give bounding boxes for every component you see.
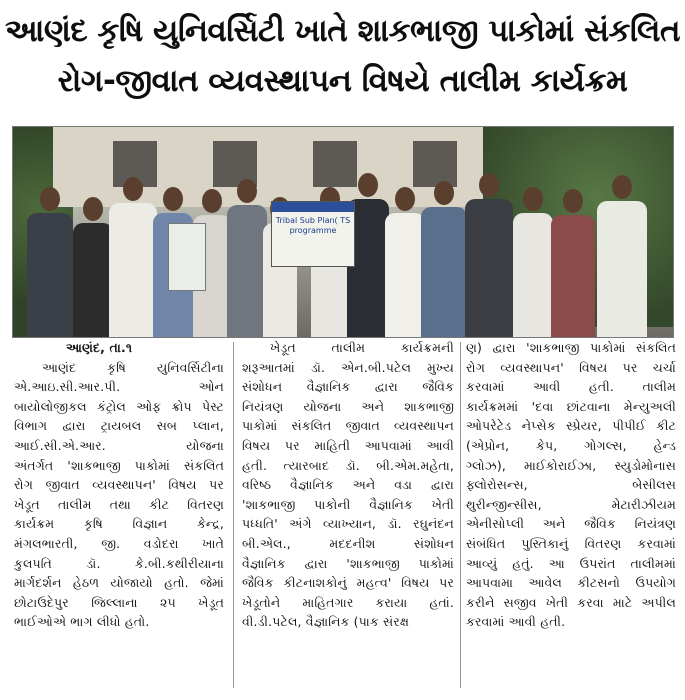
article-line: કાર્યક્રમ કૃષિ વિજ્ઞાન કેન્દ્ર, [14, 516, 224, 532]
article-body [14, 338, 674, 693]
article-column-1 [14, 338, 224, 693]
article-line: આવ્યું હતું. આ ઉપરાંત તાલીમમાં [466, 555, 676, 571]
article-line: બાયોલોજીકલ કંટ્રોલ ઓફ ક્રોપ પેસ્ટ [14, 398, 224, 414]
article-line: ભાઈઓએ ભાગ લીધો હતો. [14, 614, 150, 630]
article-line: પાકોમાં સંકલિત જીવાત વ્યવસ્થાપન [242, 418, 454, 434]
article-line: છોટાઉદેપુર જિલ્લાના ૨૫ ખેડૂત [14, 594, 224, 610]
article-line: વિષય પર માહિતી આપવામાં આવી [242, 437, 454, 453]
article-line: કરવામાં આવી હતી. [466, 614, 566, 630]
article-line: આઈ.સી.એ.આર. યોજના [14, 437, 224, 453]
article-line: માર્ગદર્શન હેઠળ યોજાયો હતો. જેમાં [14, 575, 224, 591]
article-line: આણંદ કૃષિ યુનિવર્સિટીના [42, 359, 224, 375]
column-divider [233, 342, 234, 688]
article-line: થુરીન્જીન્સીસ, મેટારીઝીયમ [466, 496, 676, 512]
headline-line-2: રોગ-જીવાત વ્યવસ્થાપન વિષયે તાલીમ કાર્યક્રમ [57, 63, 628, 99]
article-line: ણ) દ્વારા 'શાકભાજી પાકોમાં સંકલિત [466, 340, 676, 355]
article-line: શરૂઆતમાં ડૉ. એન.બી.પટેલ મુખ્ય [242, 359, 454, 375]
event-banner [271, 201, 355, 267]
article-line: કરીને સજીવ ખેતી કરવા માટે અપીલ [466, 594, 676, 610]
banner-line-2: programme [289, 226, 337, 235]
article-line: કુલપતિ ડૉ. કે.બી.કથીરીયાના [14, 555, 224, 571]
article-line: ગ્લોઝ), માઈકોરાઈઝા, સ્યુડોમોનાસ [466, 457, 676, 473]
group-photo [12, 126, 674, 338]
headline [0, 6, 685, 106]
article-line: હતી. ત્યારબાદ ડૉ. બી.એમ.મહેતા, [242, 457, 454, 473]
headline-line-1: આણંદ કૃષિ યુનિવર્સિટી ખાતે શાકભાજી પાકોમાં સંકલિત [4, 13, 681, 49]
article-line: રોગ વ્યવસ્થાપન' વિષય પર ચર્ચા [466, 359, 676, 375]
article-line: (એપ્રોન, કેપ, ગોગલ્સ, હેન્ડ [466, 437, 676, 453]
article-line: ખેડૂત તાલીમ તથા કીટ વિતરણ [14, 496, 224, 512]
article-line: નિયંત્રણ યોજના અને શાકભાજી [242, 398, 454, 414]
article-line: ઓપરેટેડ નેપ્સેક સ્પ્રેયર, પીપીઈ કીટ [466, 418, 676, 434]
article-line: વરિષ્ઠ વૈજ્ઞાનિક અને વડા દ્વારા [242, 477, 454, 493]
article-line: બી.એલ., મદદનીશ સંશોધન [242, 535, 454, 551]
article-line: અંતર્ગત 'શાકભાજી પાકોમાં સંકલિત [14, 457, 224, 473]
article-line: એ.આઇ.સી.આર.પી. ઓન [14, 379, 224, 395]
article-line: રોગ જીવાત વ્યવસ્થાપન' વિષય પર [14, 477, 224, 493]
article-line: વી.ડી.પટેલ, વૈજ્ઞાનિક (પાક સંરક્ષ [242, 614, 410, 630]
article-line: કાર્યક્રમમાં 'દવા છાંટવાના મેન્યુઅલી [466, 398, 676, 414]
article-line: ફ્લોરોસન્સ, બેસીલસ [466, 477, 676, 493]
article-line: આણંદ, તા.૧ [66, 340, 133, 355]
handheld-poster [168, 223, 206, 291]
article-line: સંશોધન વૈજ્ઞાનિક દ્વારા જૈવિક [242, 379, 454, 395]
article-line: જૈવિક કીટનાશકોનું મહત્વ' વિષય પર [242, 575, 454, 591]
article-line: આપવામા આવેલ કીટસનો ઉપયોગ [466, 575, 676, 591]
article-line: કરવામાં આવી હતી. તાલીમ [466, 379, 676, 395]
article-line: ખેડૂતોને માહિતગાર કરાયા હતાં. [242, 594, 454, 610]
banner-line-1: Tribal Sub Plan( TS [275, 216, 351, 225]
article-line: વિભાગ દ્વારા ટ્રાયબલ સબ પ્લાન, [14, 418, 224, 434]
article-column-3 [466, 338, 676, 693]
article-line: વૈજ્ઞાનિક દ્વારા 'શાકભાજી પાકોમાં [242, 555, 454, 571]
article-line: એનીસોપ્લી અને જૈવિક નિયંત્રણ [466, 516, 676, 532]
article-column-2 [242, 338, 454, 693]
article-line: પધ્ધતિ' અંગે વ્યાખ્યાન, ડૉ. રઘુનંદન [242, 516, 454, 532]
article-line: સંબંધિત પુસ્તિકાનું વિતરણ કરવામાં [466, 535, 676, 551]
article-line: ખેડૂત તાલીમ કાર્યક્રમની [270, 340, 454, 355]
column-divider [460, 342, 461, 688]
article-line: 'શાકભાજી પાકોની વૈજ્ઞાનિક ખેતી [242, 496, 454, 512]
article-line: મંગલભારતી, જી. વડોદરા ખાતે [14, 535, 224, 551]
